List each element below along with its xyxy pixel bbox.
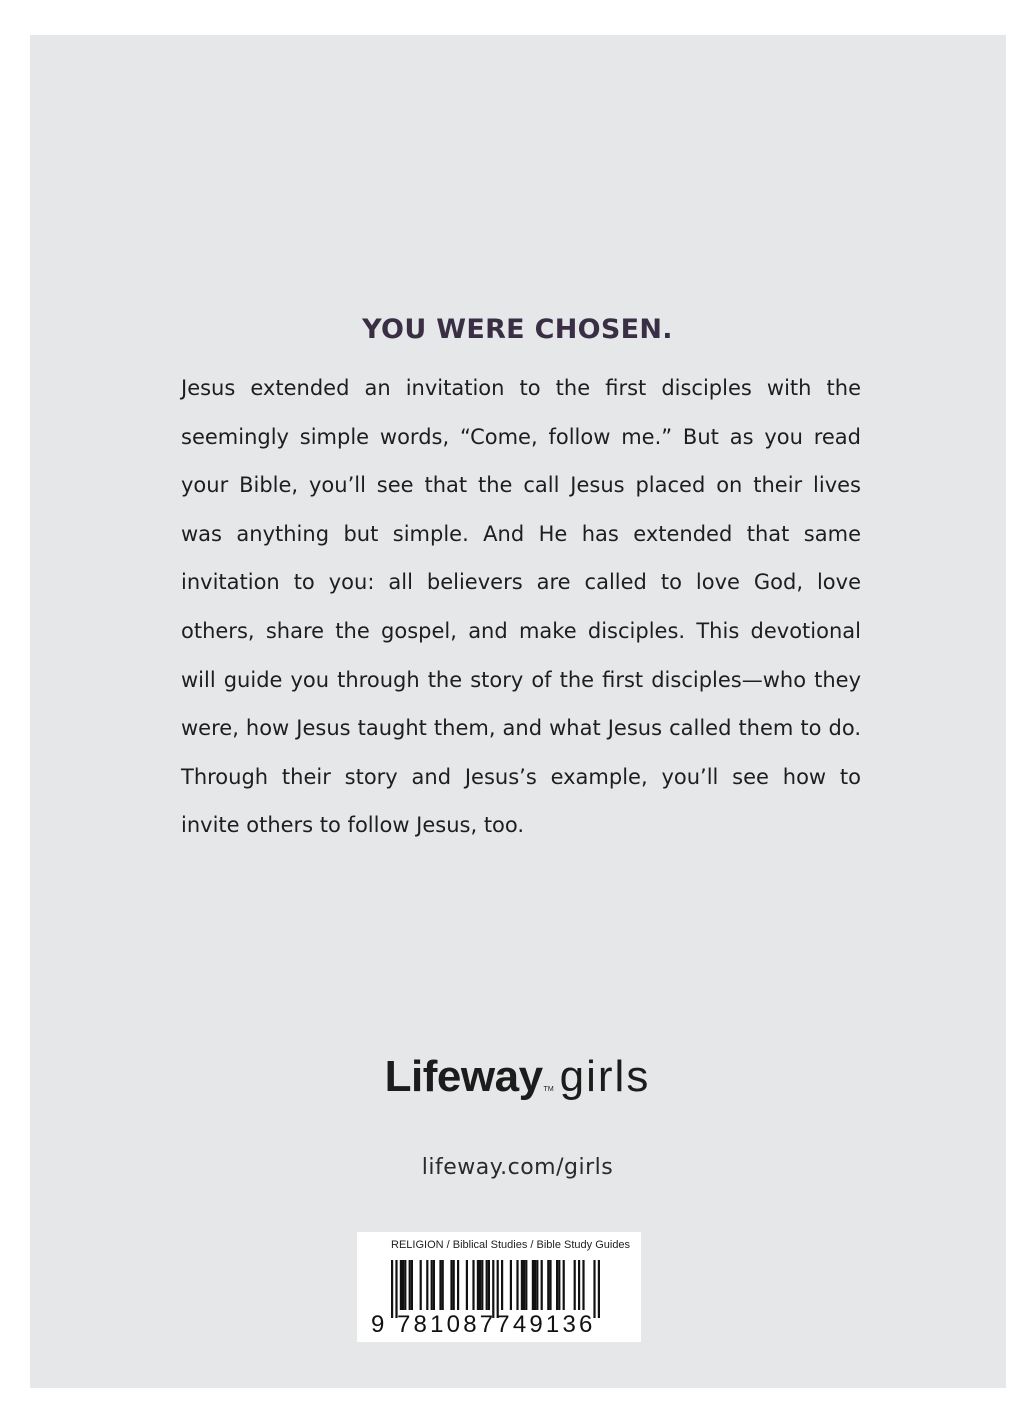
barcode-bar [426,1260,428,1310]
barcode-bar [523,1260,525,1310]
barcode-bar [492,1260,494,1318]
barcode-bar [404,1260,406,1310]
barcode-bar [536,1260,538,1310]
barcode-bar [558,1260,560,1310]
barcode-bar [450,1260,452,1310]
barcode-bar [510,1260,512,1310]
barcode-bar [532,1260,534,1310]
cover-heading: YOU WERE CHOSEN. [362,314,673,345]
barcode-bar [402,1260,404,1310]
barcode-bar [598,1260,600,1318]
barcode-bar [501,1260,503,1310]
barcode-bar [457,1260,459,1310]
cover-description: Jesus extended an invitation to the first disciples with the seemingly simple words, “Come, follow me.” But as you read your Bible, you’ll see that the call Jesus placed on their lives was anything but simple. And He has extended that same invitation to you: all believers are called to love God, love others, share the gospel, and make disciples. This devotional will guide you through the story of the first disciples—who they were, how Jesus taught them, and what Jesus called them to do. Through their story and Jesus’s example, you’ll see how to invite others to follow Jesus, too. [181,376,861,838]
barcode-bar [431,1260,433,1310]
barcode-bar [411,1260,413,1310]
barcode-bar [477,1260,479,1310]
barcode-bar [574,1260,576,1310]
barcode-bar [534,1260,536,1310]
barcode-bar [488,1260,490,1310]
barcode-bar [563,1260,565,1310]
barcode-bar [439,1260,441,1310]
website-url: lifeway.com/girls [421,1155,614,1180]
barcode-bar [479,1260,481,1310]
barcode-bar [525,1260,527,1310]
isbn-digits: 781087749136 [397,1311,596,1338]
barcode-bar [442,1260,444,1310]
barcode-bar [556,1260,558,1310]
barcode-bar [541,1260,543,1310]
barcode-bar [420,1260,422,1310]
barcode-label [357,1232,641,1342]
barcode-bar [516,1260,518,1310]
barcode-bar [395,1260,397,1318]
logo-subbrand: girls [559,1052,651,1101]
barcode-bar [582,1260,584,1310]
logo-brand: Lifeway [384,1052,543,1101]
barcode-bar [497,1260,499,1318]
barcode-bar [547,1260,549,1310]
barcode-bar [453,1260,455,1310]
barcode-bar [578,1260,580,1310]
lifeway-girls-logo [0,1052,1035,1102]
barcode-bar [472,1260,474,1310]
barcode-bar [549,1260,551,1310]
barcode-bar [466,1260,468,1310]
barcode-bar [486,1260,488,1310]
barcode-bar [593,1260,595,1318]
isbn-first-digit: 9 [371,1311,385,1338]
barcode-bar [400,1260,402,1310]
bisac-category: RELIGION / Biblical Studies / Bible Study Guides [391,1239,631,1251]
barcode-bar [433,1260,435,1310]
barcode-bar [391,1260,393,1318]
barcode-bar [521,1260,523,1310]
logo-trademark: TM [543,1086,554,1093]
barcode-bar [481,1260,483,1310]
barcode-bar [409,1260,411,1310]
